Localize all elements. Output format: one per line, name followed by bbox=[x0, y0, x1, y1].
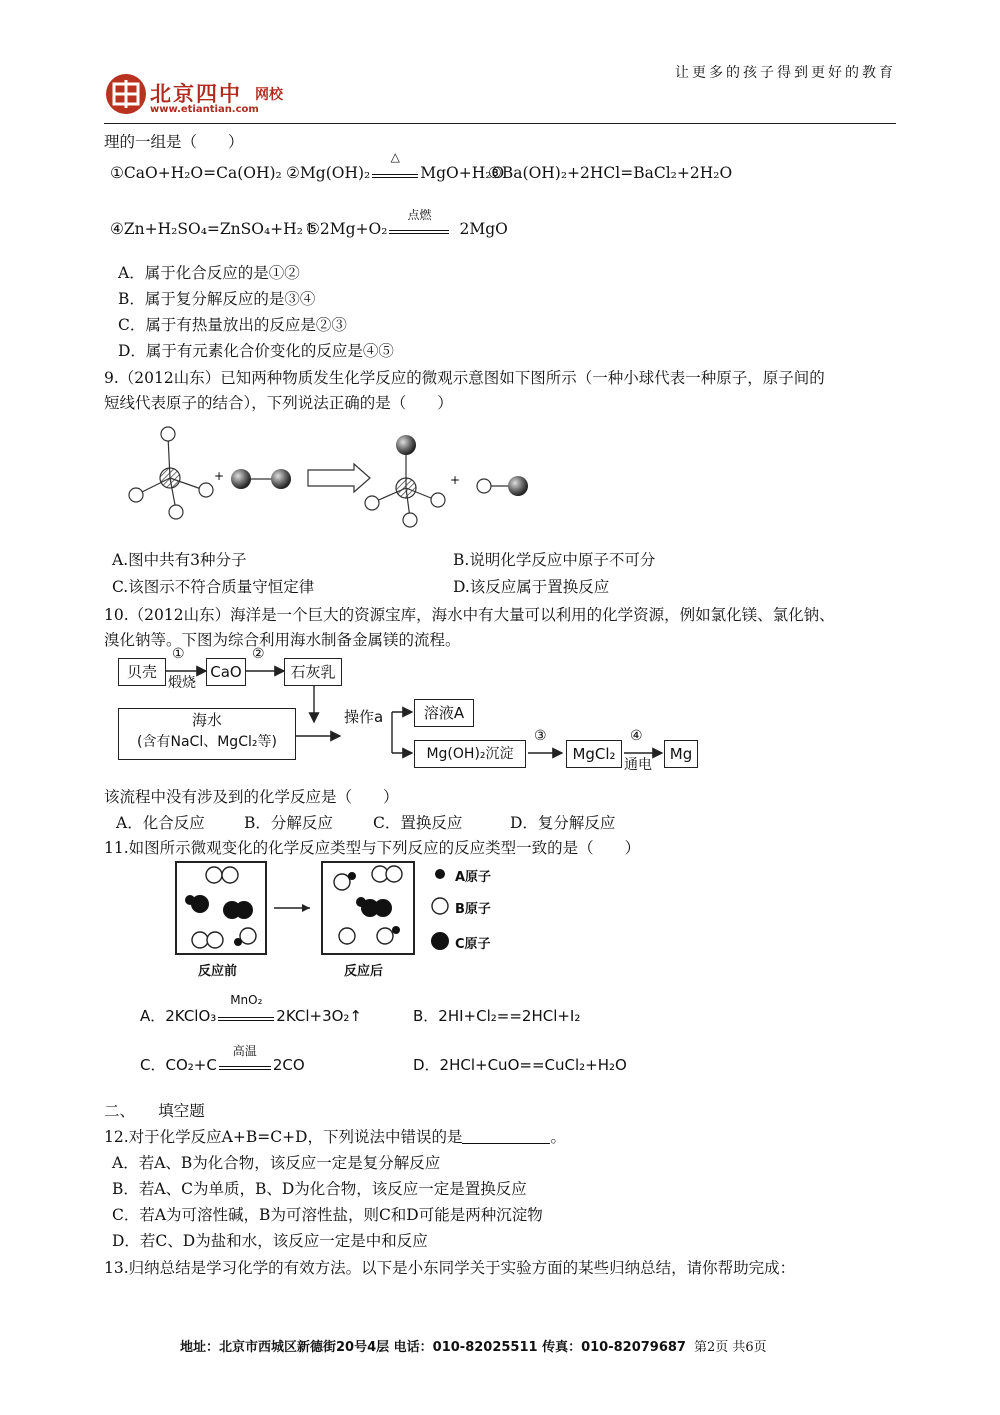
q8-r5-right: 2MgO bbox=[459, 220, 508, 238]
svg-text:+: + bbox=[450, 473, 461, 487]
q10-option-c: C．置换反应 bbox=[373, 814, 463, 832]
q12-option-a: A．若A、B为化合物，该反应一定是复分解反应 bbox=[112, 1154, 441, 1172]
q11-option-a bbox=[140, 993, 362, 1026]
q8-reaction-5 bbox=[306, 208, 508, 238]
q9-molecule-diagram bbox=[128, 418, 548, 536]
logo-url: www.etiantian.com bbox=[150, 104, 259, 115]
q8-intro: 理的一组是（ ） bbox=[104, 133, 244, 151]
q11-a-right: 2KCl+3O₂↑ bbox=[276, 1007, 362, 1025]
q8-r5-condition: 点燃 bbox=[407, 208, 432, 222]
flow-mgcl2-box: MgCl₂ bbox=[566, 740, 622, 768]
q8-reaction-1: ①CaO+H₂O=Ca(OH)₂ bbox=[110, 164, 282, 182]
q9-option-b: B.说明化学反应中原子不可分 bbox=[453, 551, 656, 569]
flow-step-2: ② bbox=[252, 646, 265, 662]
q10-stem-line1: 10.（2012山东）海洋是一个巨大的资源宝库，海水中有大量可以利用的化学资源，例如氯化镁、氯化钠、 bbox=[104, 606, 835, 624]
q11-option-d: D．2HCl+CuO==CuCl₂+H₂O bbox=[413, 1056, 627, 1074]
q11-c-condition: 高温 bbox=[232, 1044, 257, 1058]
flow-lime-box: 石灰乳 bbox=[284, 658, 342, 686]
q10-option-d: D．复分解反应 bbox=[510, 814, 616, 832]
q8-option-b: B．属于复分解反应的是③④ bbox=[118, 290, 316, 308]
page-footer bbox=[180, 1336, 767, 1355]
header-rule bbox=[104, 123, 896, 124]
flow-mg-box: Mg bbox=[664, 740, 698, 768]
logo-suffix: 网校 bbox=[255, 87, 283, 103]
q9-option-d: D.该反应属于置换反应 bbox=[453, 578, 610, 596]
q10-question: 该流程中没有涉及到的化学反应是（ ） bbox=[104, 788, 399, 806]
q8-option-c: C．属于有热量放出的反应是②③ bbox=[118, 316, 347, 334]
flow-calcine-label: 煅烧 bbox=[168, 675, 196, 691]
q9-stem-line2: 短线代表原子的结合），下列说法正确的是（ ） bbox=[104, 394, 453, 412]
flow-step-4: ④ bbox=[630, 728, 643, 744]
header-slogan: 让更多的孩子得到更好的教育 bbox=[675, 65, 896, 81]
q11-a-condition: MnO₂ bbox=[230, 993, 263, 1007]
flow-electrolysis-label: 通电 bbox=[624, 757, 652, 773]
q8-reaction-2 bbox=[286, 150, 505, 182]
q10-option-a: A．化合反应 bbox=[116, 814, 205, 832]
q8-option-a: A．属于化合反应的是①② bbox=[118, 264, 300, 282]
flow-seawater-label: 海水 bbox=[191, 711, 222, 729]
q8-r2-right: MgO+H₂O bbox=[420, 164, 505, 182]
q8-r2-condition: △ bbox=[390, 150, 400, 164]
flow-operation-a: 操作a bbox=[344, 708, 384, 726]
footer-address: 地址：北京市西城区新德街20号4层 电话：010-82025511 传真：010-82079687 bbox=[180, 1340, 686, 1355]
q12-stem-text: 12.对于化学反应A+B=C+D，下列说法中错误的是 bbox=[104, 1128, 463, 1146]
label-before-reaction: 反应前 bbox=[198, 964, 238, 979]
q10-option-b: B．分解反应 bbox=[244, 814, 333, 832]
q12-option-c: C．若A为可溶性碱，B为可溶性盐，则C和D可能是两种沉淀物 bbox=[112, 1206, 543, 1224]
q8-reaction-4: ④Zn+H₂SO₄=ZnSO₄+H₂↑ bbox=[110, 220, 316, 238]
q11-option-b: B．2HI+Cl₂==2HCl+I₂ bbox=[413, 1007, 581, 1025]
legend-c-atom: C原子 bbox=[455, 937, 491, 952]
svg-text:+: + bbox=[214, 469, 225, 483]
flow-seawater-box bbox=[118, 708, 296, 760]
label-after-reaction: 反应后 bbox=[344, 964, 384, 979]
flow-step-3: ③ bbox=[534, 728, 547, 744]
legend-a-atom: A原子 bbox=[455, 870, 492, 885]
q12-option-b: B．若A、C为单质，B、D为化合物，该反应一定是置换反应 bbox=[112, 1180, 527, 1198]
q12-answer-blank[interactable] bbox=[462, 1129, 550, 1144]
logo-name: 北京四中 bbox=[150, 81, 242, 106]
flow-shell-box: 贝壳 bbox=[118, 658, 166, 686]
q11-c-left: C．CO₂+C bbox=[140, 1056, 217, 1074]
flow-cao-box: CaO bbox=[206, 658, 246, 686]
flow-mgoh-box: Mg(OH)₂沉淀 bbox=[414, 740, 526, 768]
q13-stem: 13.归纳总结是学习化学的有效方法。以下是小东同学关于实验方面的某些归纳总结，请你帮助完成： bbox=[104, 1259, 796, 1277]
legend-b-atom: B原子 bbox=[455, 902, 491, 917]
q12-option-d: D．若C、D为盐和水，该反应一定是中和反应 bbox=[112, 1232, 428, 1250]
q8-r5-left: ⑤2Mg+O₂ bbox=[306, 220, 388, 238]
q8-option-d: D．属于有元素化合价变化的反应是④⑤ bbox=[118, 342, 394, 360]
q8-reaction-3: ③Ba(OH)₂+2HCl=BaCl₂+2H₂O bbox=[488, 164, 733, 182]
q12-stem-end: 。 bbox=[550, 1128, 566, 1146]
q10-stem-line2: 溴化钠等。下图为综合利用海水制备金属镁的流程。 bbox=[104, 631, 461, 649]
q9-stem-line1: 9.（2012山东）已知两种物质发生化学反应的微观示意图如下图所示（一种小球代表一种原子，原子间的 bbox=[104, 369, 825, 387]
flow-step-1: ① bbox=[172, 646, 185, 662]
page-number: 第2页 共6页 bbox=[693, 1340, 767, 1355]
q11-a-left: A．2KClO₃ bbox=[140, 1007, 217, 1025]
q8-r2-left: ②Mg(OH)₂ bbox=[286, 164, 371, 182]
logo-seal-icon bbox=[104, 72, 148, 116]
flow-seawater-content: (含有NaCl、MgCl₂等) bbox=[137, 734, 277, 750]
q11-stem: 11.如图所示微观变化的化学反应类型与下列反应的反应类型一致的是（ ） bbox=[104, 839, 641, 857]
section-fill-in-blank: 二、 填空题 bbox=[104, 1102, 205, 1120]
q11-option-c bbox=[140, 1044, 305, 1075]
q9-option-a: A.图中共有3种分子 bbox=[112, 551, 247, 569]
q11-c-right: 2CO bbox=[272, 1056, 305, 1074]
q9-option-c: C.该图示不符合质量守恒定律 bbox=[112, 578, 315, 596]
q12-stem bbox=[104, 1125, 566, 1147]
flow-solution-a-box: 溶液A bbox=[414, 699, 474, 727]
